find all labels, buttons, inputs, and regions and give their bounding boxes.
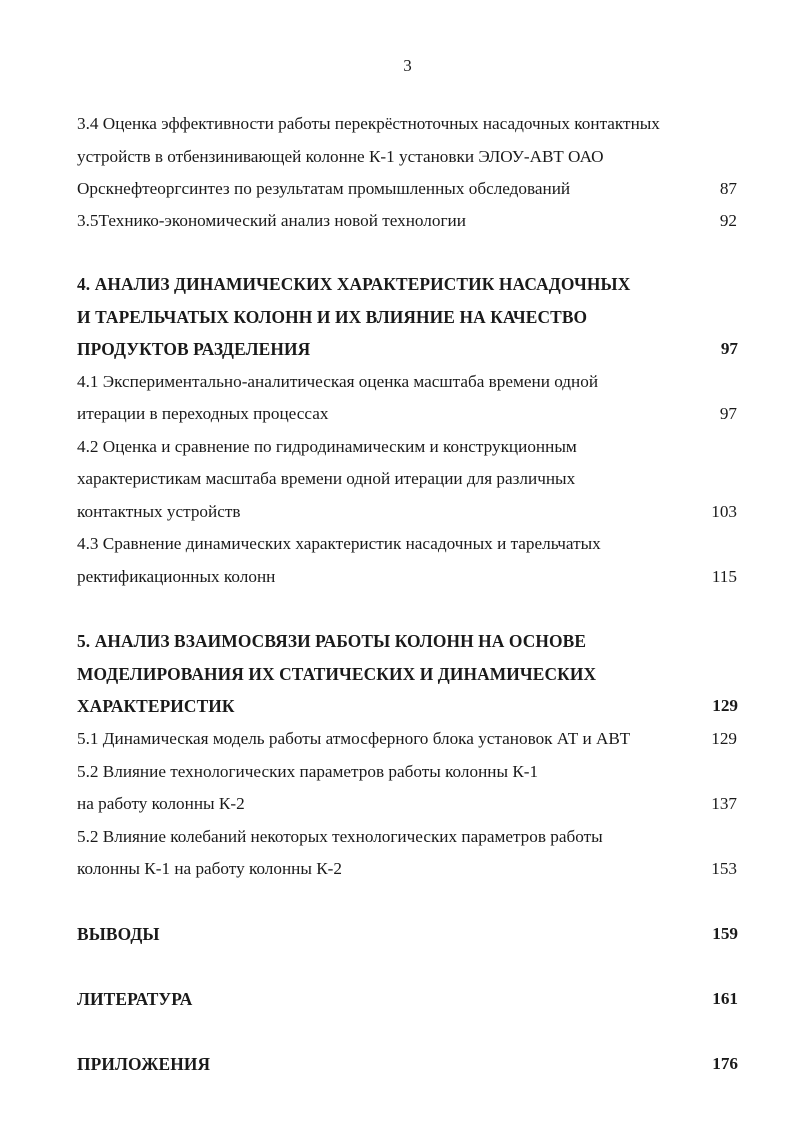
toc-page-number: 129 bbox=[711, 729, 737, 748]
toc-entry-text: 3.5Технико-экономический анализ новой технологии bbox=[77, 211, 466, 230]
toc-entry-text: итерации в переходных процессах bbox=[77, 404, 329, 423]
chapter-title: ХАРАКТЕРИСТИК bbox=[77, 696, 235, 716]
toc-page-number: 97 bbox=[720, 339, 738, 358]
toc-entry-text: характеристикам масштаба времени одной итерации для различных bbox=[77, 469, 576, 488]
chapter-title: И ТАРЕЛЬЧАТЫХ КОЛОНН И ИХ ВЛИЯНИЕ НА КАЧЕСТВО bbox=[77, 307, 588, 327]
chapter-title: ПРИЛОЖЕНИЯ bbox=[77, 1054, 211, 1074]
toc-entry-text: 5.2 Влияние технологических параметров работы колонны К-1 bbox=[77, 762, 539, 781]
toc-page-number: 137 bbox=[711, 794, 737, 813]
chapter-title: ЛИТЕРАТУРА bbox=[77, 989, 193, 1009]
toc-entry-text: контактных устройств bbox=[77, 502, 241, 521]
toc-entry-text: 5.2 Влияние колебаний некоторых технологических параметров работы bbox=[77, 827, 603, 846]
toc-entry-text: колонны К-1 на работу колонны К-2 bbox=[77, 859, 343, 878]
toc-page-number: 159 bbox=[712, 924, 738, 943]
chapter-title: 5. АНАЛИЗ ВЗАИМОСВЯЗИ РАБОТЫ КОЛОНН НА ОСНОВЕ bbox=[77, 631, 587, 651]
toc-entry-text: Орскнефтеоргсинтез по результатам промышленных обследований bbox=[77, 179, 571, 198]
toc-page-number: 161 bbox=[712, 989, 738, 1008]
chapter-title: 4. АНАЛИЗ ДИНАМИЧЕСКИХ ХАРАКТЕРИСТИК НАСАДОЧНЫХ bbox=[77, 274, 631, 294]
toc-entry-text: 4.1 Экспериментально-аналитическая оценка масштаба времени одной bbox=[77, 372, 599, 391]
chapter-title: МОДЕЛИРОВАНИЯ ИХ СТАТИЧЕСКИХ И ДИНАМИЧЕСКИХ bbox=[77, 664, 597, 684]
toc-entry-text: 4.2 Оценка и сравнение по гидродинамическим и конструкционным bbox=[77, 437, 577, 456]
toc-entry-text: устройств в отбензинивающей колонне К-1 установки ЭЛОУ-АВТ ОАО bbox=[77, 147, 604, 166]
chapter-title: ПРОДУКТОВ РАЗДЕЛЕНИЯ bbox=[77, 339, 311, 359]
toc-page-number: 92 bbox=[719, 211, 737, 230]
toc-page-number: 103 bbox=[711, 502, 737, 521]
toc-entry-text: 3.4 Оценка эффективности работы перекрёстноточных насадочных контактных bbox=[77, 114, 660, 133]
toc-entry-text: на работу колонны К-2 bbox=[77, 794, 245, 813]
toc-page-number: 153 bbox=[711, 859, 737, 878]
toc-page-number: 129 bbox=[712, 696, 738, 715]
toc-page-number: 87 bbox=[719, 179, 737, 198]
toc-page-number: 176 bbox=[712, 1054, 738, 1073]
toc-page-number: 115 bbox=[711, 567, 737, 586]
chapter-title: ВЫВОДЫ bbox=[77, 924, 160, 944]
toc-page-number: 97 bbox=[719, 404, 737, 423]
toc-entry-text: ректификационных колонн bbox=[77, 567, 276, 586]
toc-entry-text: 4.3 Сравнение динамических характеристик насадочных и тарельчатых bbox=[77, 534, 601, 553]
toc-entry-text: 5.1 Динамическая модель работы атмосферного блока установок АТ и АВТ bbox=[77, 729, 631, 748]
page-number: 3 bbox=[403, 56, 412, 75]
